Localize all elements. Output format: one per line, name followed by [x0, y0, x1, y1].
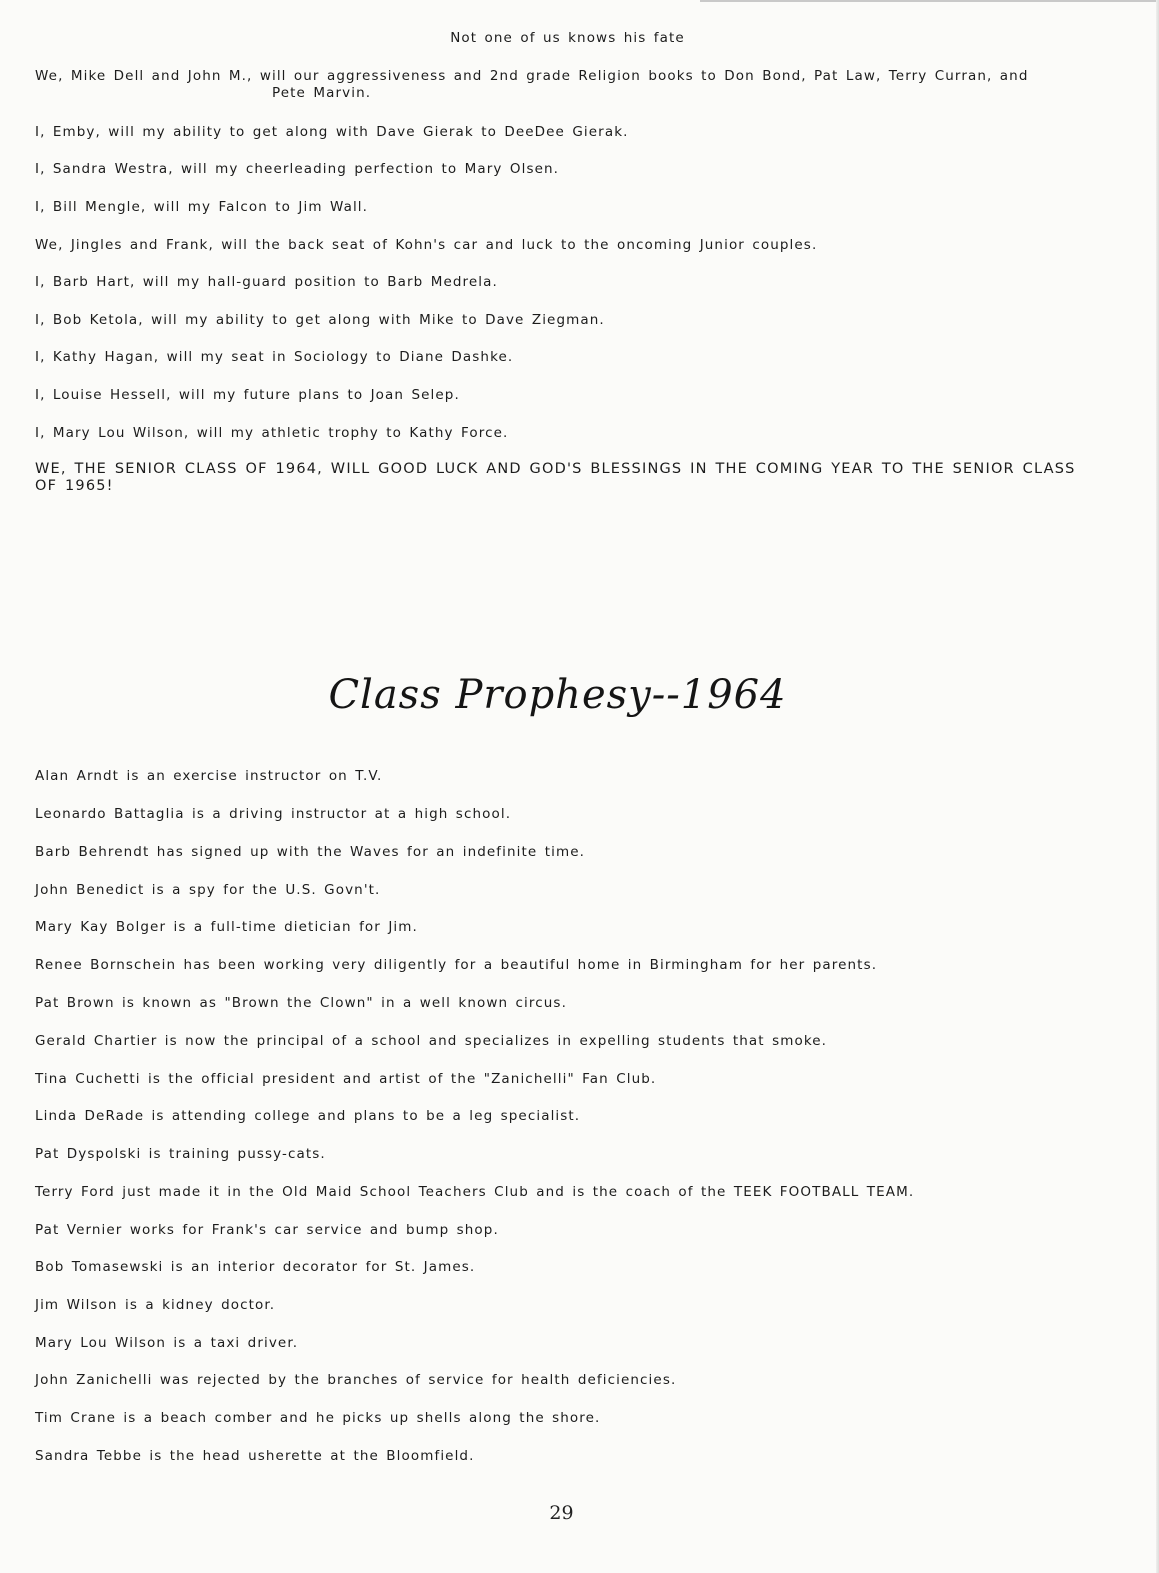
will-entry: I, Emby, will my ability to get along with Dave Gierak to DeeDee Gierak. [35, 124, 629, 140]
prophecy-entry: Jim Wilson is a kidney doctor. [35, 1297, 276, 1313]
senior-class-closing-statement: WE, THE SENIOR CLASS OF 1964, WILL GOOD LUCK AND GOD'S BLESSINGS IN THE COMING YEAR TO THE SENIOR CLASS OF 1965! [35, 461, 1076, 494]
prophecy-entry: John Benedict is a spy for the U.S. Govn't. [35, 882, 381, 898]
will-entry: I, Sandra Westra, will my cheerleading perfection to Mary Olsen. [35, 161, 560, 177]
prophecy-entry: Bob Tomasewski is an interior decorator for St. James. [35, 1259, 476, 1275]
will-entry: I, Bill Mengle, will my Falcon to Jim Wall. [35, 199, 369, 215]
prophecy-entry: Renee Bornschein has been working very diligently for a beautiful home in Birmingham for her parents. [35, 957, 878, 973]
prophecy-title: Class Prophesy--1964 [328, 672, 787, 718]
prophecy-entry: Mary Kay Bolger is a full-time dietician for Jim. [35, 919, 418, 935]
will-entry: I, Louise Hessell, will my future plans to Joan Selep. [35, 387, 460, 403]
prophecy-entry: Mary Lou Wilson is a taxi driver. [35, 1335, 299, 1351]
will-entry: I, Barb Hart, will my hall-guard position to Barb Medrela. [35, 274, 498, 290]
prophecy-entry: Linda DeRade is attending college and plans to be a leg specialist. [35, 1108, 581, 1124]
prophecy-entry: Alan Arndt is an exercise instructor on T.V. [35, 768, 383, 784]
prophecy-entry: Pat Brown is known as "Brown the Clown" in a well known circus. [35, 995, 567, 1011]
will-entry-first-line-a: We, Mike Dell and John M., will our aggressiveness and 2nd grade Religion books to Don Bond, Pat Law, Terry Curran, and [35, 68, 1029, 84]
prophecy-entry: Pat Vernier works for Frank's car service and bump shop. [35, 1222, 499, 1238]
section-heading: Not one of us knows his fate [450, 30, 685, 46]
page-number: 29 [549, 1502, 574, 1524]
prophecy-entry: Tim Crane is a beach comber and he picks up shells along the shore. [35, 1410, 601, 1426]
will-entry-first [35, 68, 1095, 102]
prophecy-entry: Barb Behrendt has signed up with the Waves for an indefinite time. [35, 844, 585, 860]
will-entry: We, Jingles and Frank, will the back seat of Kohn's car and luck to the oncoming Junior couples. [35, 237, 818, 253]
will-entry: I, Bob Ketola, will my ability to get along with Mike to Dave Ziegman. [35, 312, 605, 328]
will-entry: I, Kathy Hagan, will my seat in Sociology to Diane Dashke. [35, 349, 514, 365]
will-entry: I, Mary Lou Wilson, will my athletic trophy to Kathy Force. [35, 425, 509, 441]
prophecy-entry: Terry Ford just made it in the Old Maid School Teachers Club and is the coach of the TEEK FOOTBALL TEAM. [35, 1184, 915, 1200]
prophecy-entry: Tina Cuchetti is the official president and artist of the "Zanichelli" Fan Club. [35, 1071, 657, 1087]
will-entry-first-line-b: Pete Marvin. [272, 85, 372, 101]
prophecy-entry: Leonardo Battaglia is a driving instructor at a high school. [35, 806, 512, 822]
prophecy-entry: Sandra Tebbe is the head usherette at the Bloomfield. [35, 1448, 475, 1464]
prophecy-entry: Gerald Chartier is now the principal of a school and specializes in expelling students that smoke. [35, 1033, 828, 1049]
prophecy-entry: Pat Dyspolski is training pussy-cats. [35, 1146, 326, 1162]
prophecy-entry: John Zanichelli was rejected by the branches of service for health deficiencies. [35, 1372, 677, 1388]
